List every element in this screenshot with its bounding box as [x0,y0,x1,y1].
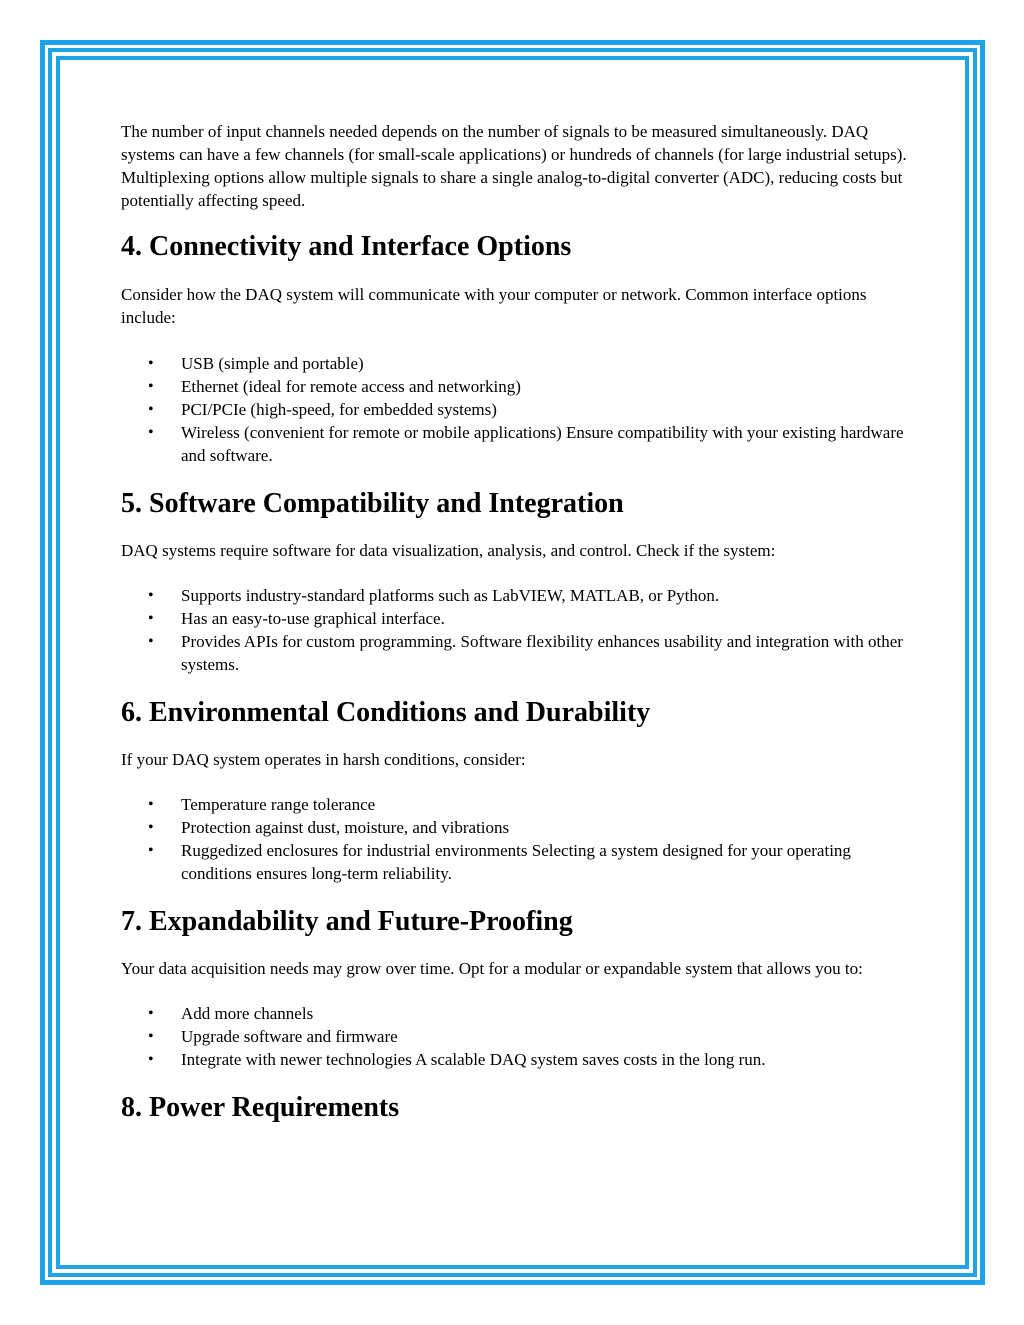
bullet-icon: • [148,424,154,441]
bullet-icon: • [148,401,154,418]
section-5-lead: DAQ systems require software for data visualization, analysis, and control. Check if the system: [121,541,776,560]
list-item: • Add more channels [148,1004,314,1023]
list-item: • PCI/PCIe (high-speed, for embedded systems) [148,400,497,419]
list-item: • Ruggedized enclosures for industrial environments Selecting a system designed for your operating conditions ensures long-term reliability. [148,841,851,883]
section-4-lead: Consider how the DAQ system will communicate with your computer or network. Common interface options include: [121,285,867,327]
list-item: • Ethernet (ideal for remote access and networking) [148,377,521,396]
bullet-icon: • [148,1028,154,1045]
bullet-icon: • [148,587,154,604]
list-item: • Upgrade software and firmware [148,1027,398,1046]
bullet-icon: • [148,796,154,813]
bullet-icon: • [148,355,154,372]
section-8-heading: 8. Power Requirements [121,1092,400,1123]
section-5-heading: 5. Software Compatibility and Integration [121,488,624,519]
list-item: • Supports industry-standard platforms such as LabVIEW, MATLAB, or Python. [148,586,720,605]
section-7-list [121,1002,911,1071]
bullet-icon: • [148,1051,154,1068]
list-item: • USB (simple and portable) [148,354,364,373]
section-4-heading: 4. Connectivity and Interface Options [121,231,572,262]
page-content [121,120,911,1124]
list-item: • Provides APIs for custom programming. Software flexibility enhances usability and integration with other systems. [148,632,903,674]
section-6-list [121,793,911,885]
bullet-icon: • [148,633,154,650]
list-item: • Wireless (convenient for remote or mobile applications) Ensure compatibility with your existing hardware and software. [148,423,904,465]
section-7-heading: 7. Expandability and Future-Proofing [121,906,573,937]
section-5-list [121,584,911,676]
section-7-lead: Your data acquisition needs may grow over time. Opt for a modular or expandable system that allows you to: [121,959,863,978]
bullet-icon: • [148,378,154,395]
bullet-icon: • [148,1005,154,1022]
bullet-icon: • [148,842,154,859]
bullet-icon: • [148,819,154,836]
intro-paragraph: The number of input channels needed depends on the number of signals to be measured simultaneously. DAQ systems can have a few channels (for small-scale applications) or hundreds of channels (for large industrial setups). Multiplexing options allow multiple signals to share a single analog-to-digital converter (ADC), reducing costs but potentially affecting speed. [121,122,907,210]
list-item: • Temperature range tolerance [148,795,376,814]
section-6-lead: If your DAQ system operates in harsh conditions, consider: [121,750,526,769]
list-item: • Integrate with newer technologies A scalable DAQ system saves costs in the long run. [148,1050,766,1069]
section-6-heading: 6. Environmental Conditions and Durability [121,697,651,728]
list-item: • Protection against dust, moisture, and vibrations [148,818,510,837]
list-item: • Has an easy-to-use graphical interface. [148,609,445,628]
bullet-icon: • [148,610,154,627]
section-4-list [121,352,911,467]
